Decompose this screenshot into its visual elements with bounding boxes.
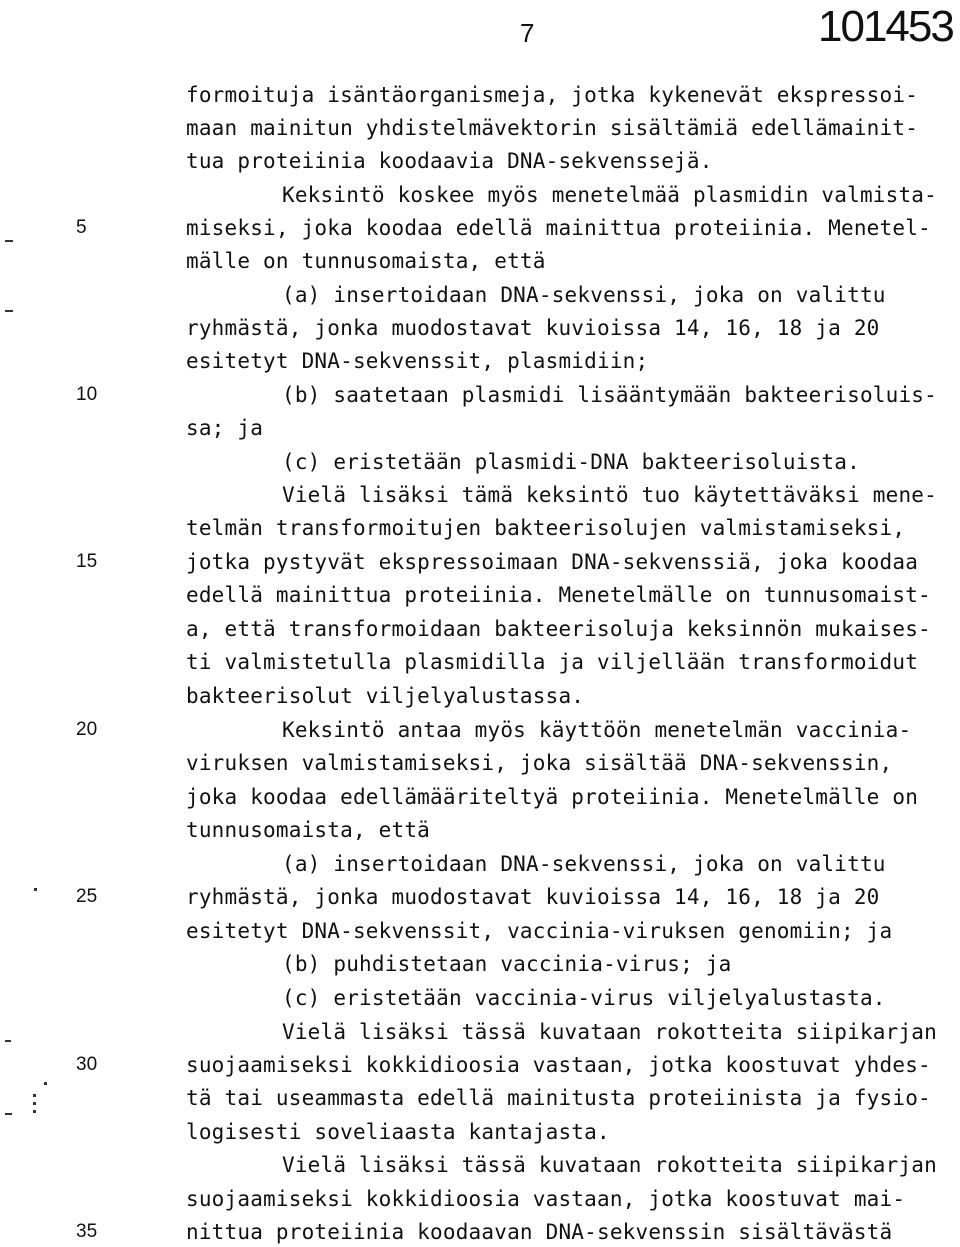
text-line: Keksintö koskee myös menetelmää plasmidin valmista- [282,183,937,207]
text-line: Vielä lisäksi tässä kuvataan rokotteita siipikarjan [282,1020,937,1044]
text-line: (a) insertoidaan DNA-sekvenssi, joka on valittu [282,283,886,307]
text-line: maan mainitun yhdistelmävektorin sisältämiä edellämainit- [186,116,919,140]
text-line: tä tai useammasta edellä mainitusta proteiinista ja fysio- [186,1086,931,1110]
text-line: formoituja isäntäorganismeja, jotka kykenevät ekspressoi- [186,83,919,107]
margin-mark [5,240,13,242]
text-line: (b) saatetaan plasmidi lisääntymään bakteerisoluis- [282,383,937,407]
line-number: 20 [76,719,98,740]
text-line: ti valmistetulla plasmidilla ja viljellään transformoidut [186,650,919,674]
line-number: 30 [76,1054,98,1075]
text-line: ryhmästä, jonka muodostavat kuvioissa 14, 16, 18 ja 20 [186,316,880,340]
line-number: 35 [76,1221,98,1242]
text-line: tua proteiinia koodaavia DNA-sekvenssejä. [186,149,713,173]
margin-mark [33,1102,36,1105]
text-line: Vielä lisäksi tämä keksintö tuo käytettäväksi mene- [282,483,937,507]
text-line: mälle on tunnusomaista, että [186,249,546,273]
text-line: suojaamiseksi kokkidioosia vastaan, jotka koostuvat yhdes- [186,1053,931,1077]
document-number: 101453 [818,2,953,51]
text-line: Vielä lisäksi tässä kuvataan rokotteita siipikarjan [282,1153,937,1177]
text-line: (b) puhdistetaan vaccinia-virus; ja [282,952,732,976]
text-line: (c) eristetään plasmidi-DNA bakteerisoluista. [282,450,860,474]
text-line: esitetyt DNA-sekvenssit, vaccinia-viruksen genomiin; ja [186,919,893,943]
text-line: (a) insertoidaan DNA-sekvenssi, joka on valittu [282,852,886,876]
margin-mark [33,1110,36,1113]
text-line: ryhmästä, jonka muodostavat kuvioissa 14, 16, 18 ja 20 [186,885,880,909]
text-line: tunnusomaista, että [186,818,431,842]
text-line: suojaamiseksi kokkidioosia vastaan, jotka koostuvat mai- [186,1187,906,1211]
margin-mark [5,1113,12,1115]
text-line: viruksen valmistamiseksi, joka sisältää DNA-sekvenssin, [186,751,893,775]
text-line: jotka pystyvät ekspressoimaan DNA-sekvenssiä, joka koodaa [186,550,919,574]
margin-mark [44,1082,47,1085]
text-line: sa; ja [186,416,264,440]
page-number: 7 [520,18,535,48]
margin-mark [5,1040,11,1042]
line-number: 5 [76,217,87,238]
line-number: 10 [76,384,98,405]
text-line: nittua proteiinia koodaavan DNA-sekvenssin sisältävästä [186,1220,893,1244]
text-line: joka koodaa edellämääriteltyä proteiinia. Menetelmälle on [186,785,919,809]
text-line: a, että transformoidaan bakteerisoluja keksinnön mukaises- [186,617,931,641]
text-line: bakteerisolut viljelyalustassa. [186,684,585,708]
text-line: (c) eristetään vaccinia-virus viljelyalustasta. [282,986,886,1010]
text-line: Keksintö antaa myös käyttöön menetelmän vaccinia- [282,718,912,742]
text-line: esitetyt DNA-sekvenssit, plasmidiin; [186,349,649,373]
margin-mark [34,888,37,891]
text-line: telmän transformoitujen bakteerisolujen valmistamiseksi, [186,516,906,540]
text-line: miseksi, joka koodaa edellä mainittua proteiinia. Menetel- [186,216,931,240]
margin-mark [33,1094,36,1097]
text-line: logisesti soveliaasta kantajasta. [186,1120,610,1144]
line-number: 25 [76,886,98,907]
margin-mark [5,310,13,312]
line-number: 15 [76,551,98,572]
text-line: edellä mainittua proteiinia. Menetelmälle on tunnusomaist- [186,583,931,607]
